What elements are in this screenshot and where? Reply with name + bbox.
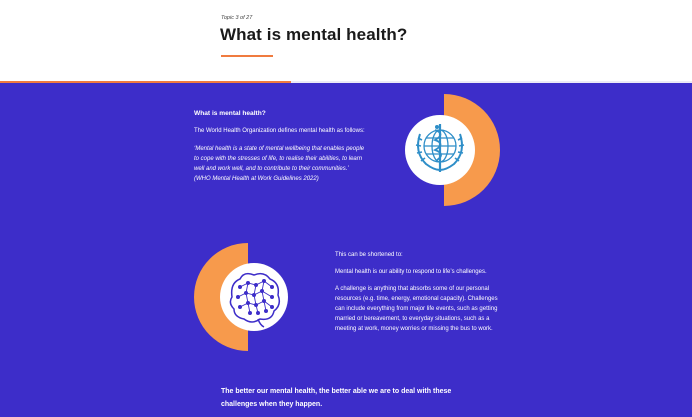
topic-counter: Topic 3 of 27: [221, 15, 253, 21]
conclusion-statement: The better our mental health, the better able we are to deal with these challenges when they happen.: [221, 388, 452, 408]
shortened-intro: This can be shortened to:: [335, 252, 403, 258]
brain-network-icon: [194, 243, 290, 351]
page-header: [0, 0, 692, 83]
shortened-definition: Mental health is our ability to respond to life’s challenges.: [335, 269, 487, 275]
brain-illustration: [194, 243, 290, 351]
who-emblem-icon: [402, 94, 500, 206]
challenge-explanation: A challenge is anything that absorbs some of our personal resources (e.g. time, energy, emotional capacity). Challenges can include everything from major life events, such as getting married or bereavement, to everyday situations, such as a meeting at work, money worries or missing the bus to work.: [335, 286, 498, 332]
page-title: What is mental health?: [220, 25, 408, 44]
intro-paragraph: The World Health Organization defines mental health as follows:: [194, 128, 365, 134]
section-subhead: What is mental health?: [194, 110, 266, 117]
explanation-text-block: [335, 250, 505, 341]
content-section: [0, 83, 692, 417]
definition-text-block: [194, 110, 366, 192]
title-underline: [221, 55, 273, 57]
who-quote: ‘Mental health is a state of mental wellbeing that enables people to cope with the stresses of life, to realise their abilities, to learn well and work well, and to contribute to their communities.’ (WHO Mental Health at Work Guidelines 2022): [194, 146, 365, 182]
who-emblem-illustration: [402, 94, 500, 206]
